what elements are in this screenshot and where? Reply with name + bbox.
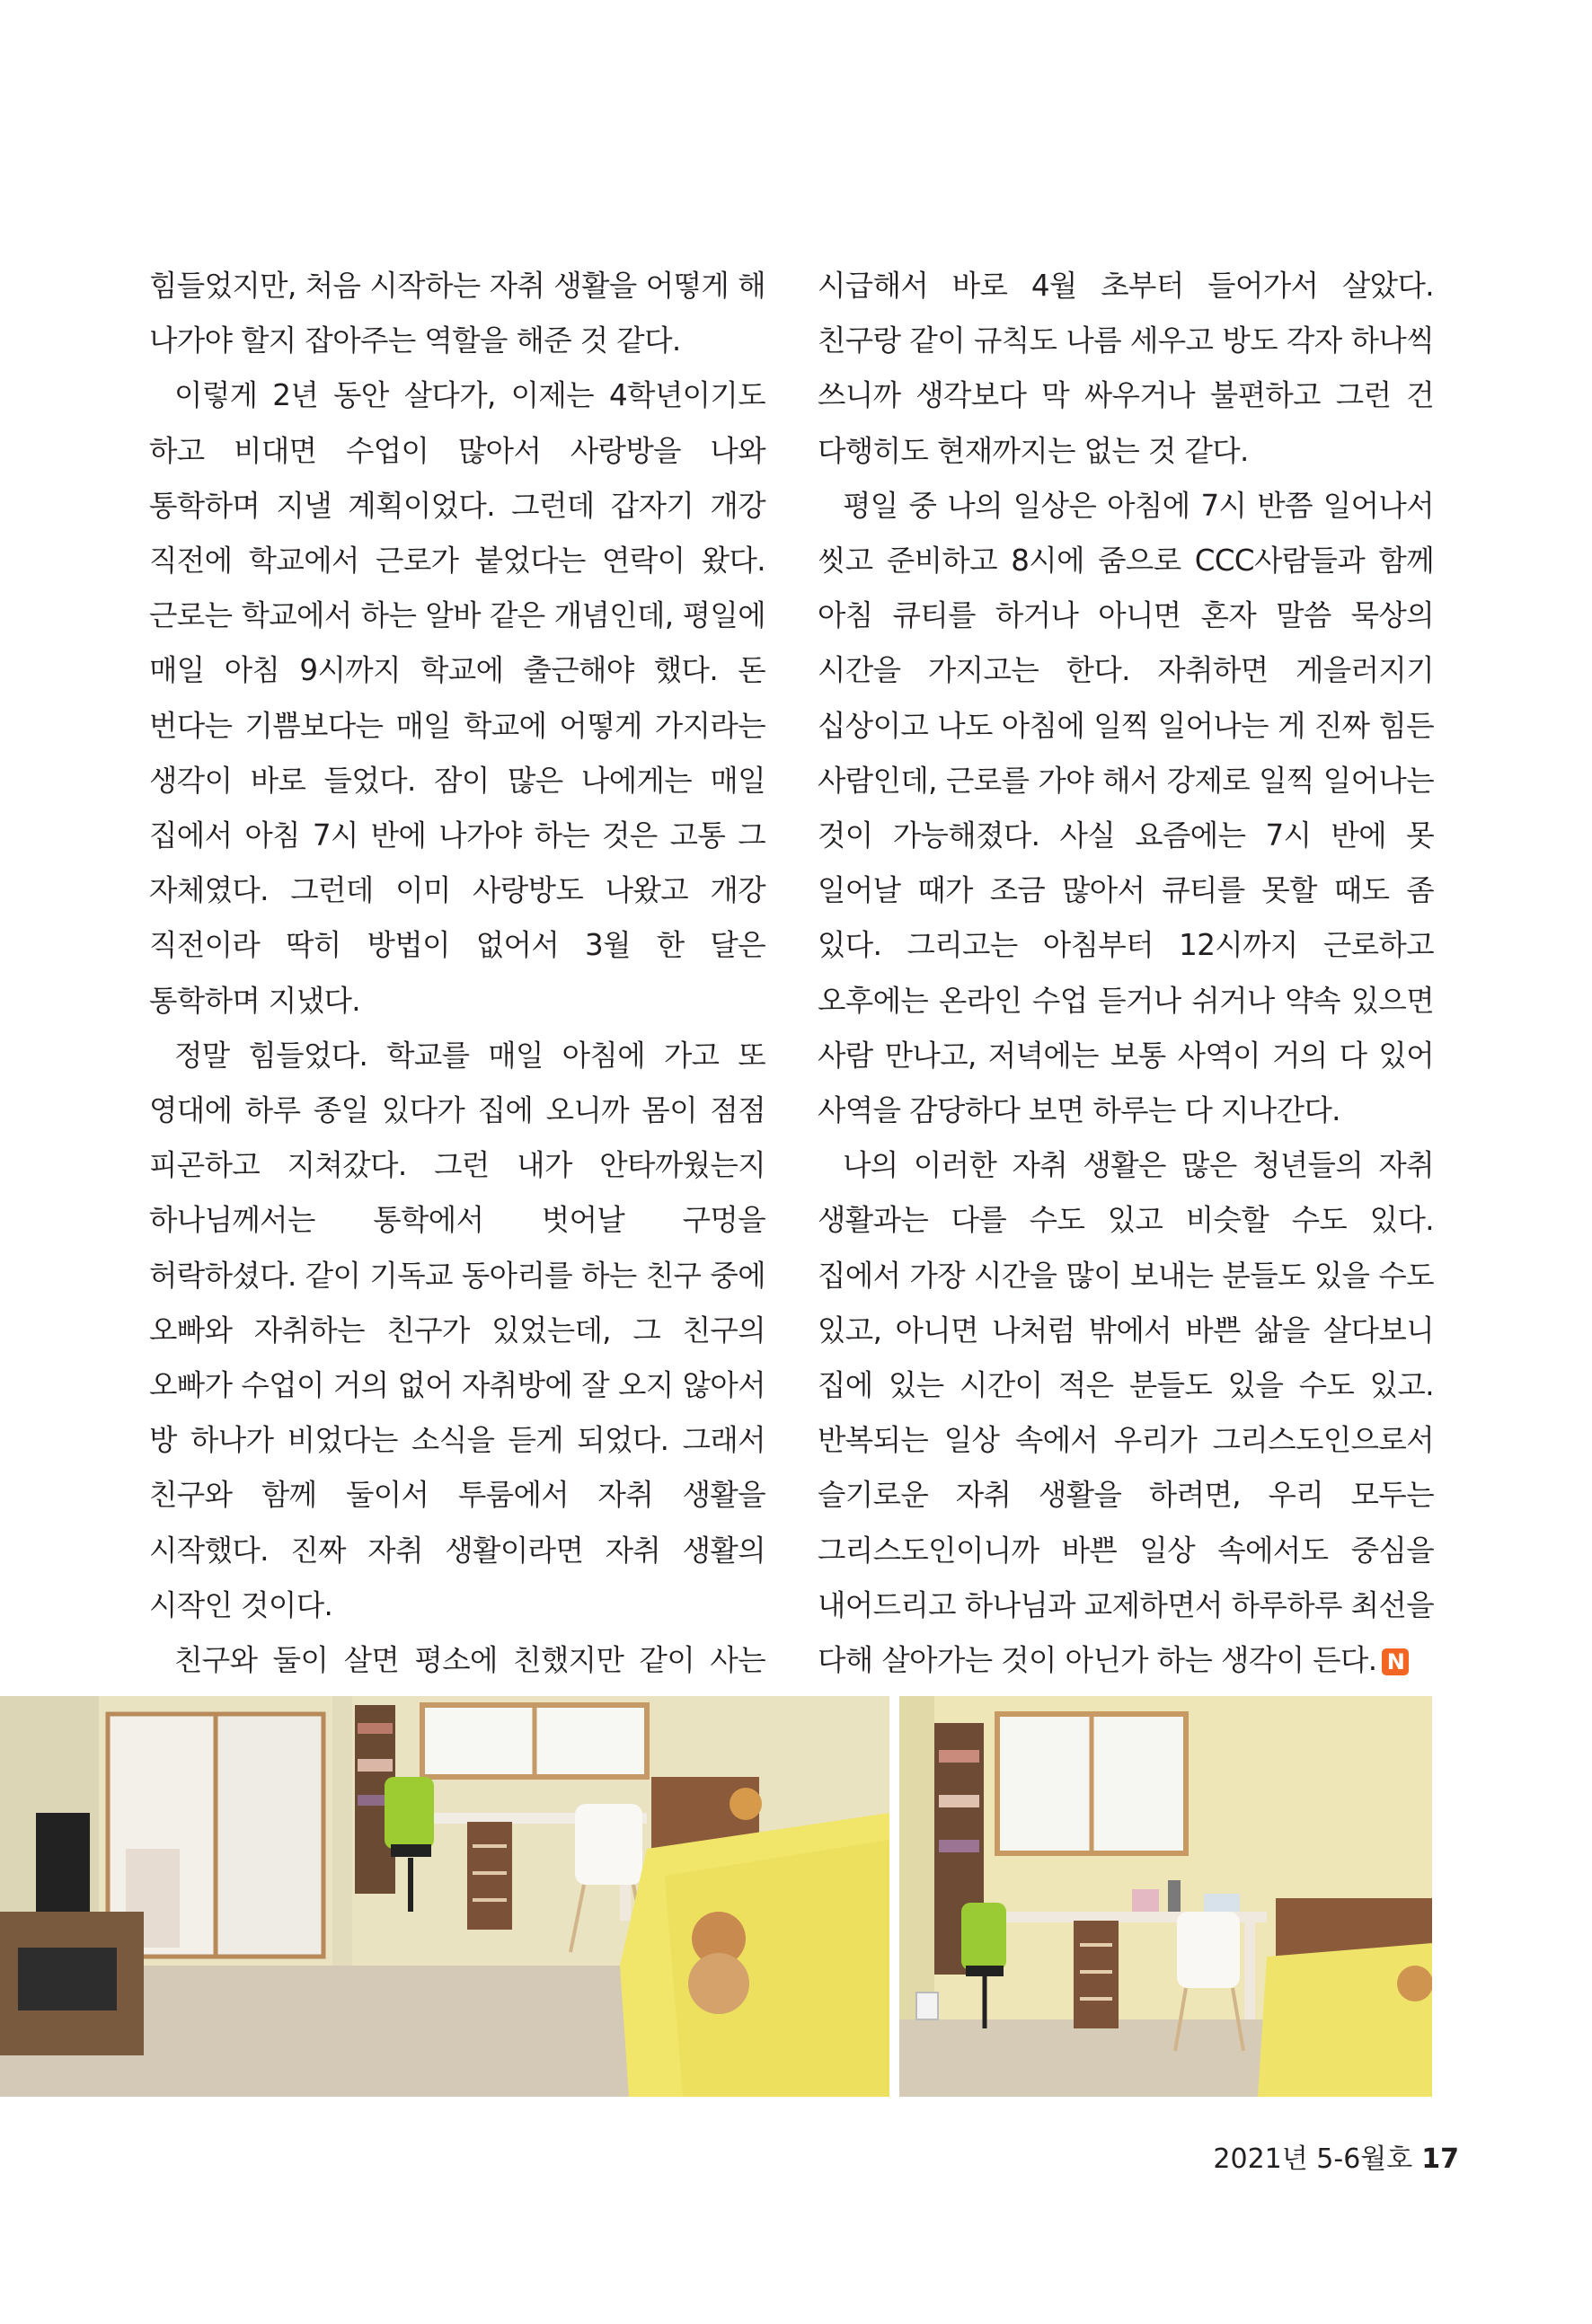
paragraph-text: 나의 이러한 자취 생활은 많은 청년들의 자취 생활과는 다를 수도 있고 비슷할 수도 있다. 집에서 가장 시간을 많이 보내는 분들도 있을 수도 있고, 아니면 나처럼 밖에서 바쁜 삶을 살다보니 집에 있는 시간이 적은 분들도 있을 수도 있고. 반복되는 일상 속에서 우리가 그리스도인으로서 슬기로운 자취 생활을 하려면, 우리 모두는 그리스도인이니까 바쁜 일상 속에서도 중심을 내어드리고 하나님과 교제하면서 하루하루 최선을 다해 살아가는 것이 아닌가 하는 생각이 든다.	[818, 1148, 1434, 1678]
room-photo-strip	[0, 1696, 1432, 2097]
room-photo-panorama	[0, 1696, 889, 2097]
room-photo-right	[899, 1696, 1432, 2097]
page-footer	[1213, 2136, 1459, 2176]
paragraph: 평일 중 나의 일상은 아침에 7시 반쯤 일어나서 씻고 준비하고 8시에 줌으로 CCC사람들과 함께 아침 큐티를 하거나 아니면 혼자 말씀 묵상의 시간을 가지고는 한다. 자취하면 게을러지기 십상이고 나도 아침에 일찍 일어나는 게 진짜 힘든 사람인데, 근로를 가야 해서 강제로 일찍 일어나는 것이 가능해졌다. 사실 요즘에는 7시 반에 못 일어날 때가 조금 많아서 큐티를 못할 때도 좀 있다. 그리고는 아침부터 12시까지 근로하고 오후에는 온라인 수업 듣거나 쉬거나 약속 있으면 사람 만나고, 저녁에는 보통 사역이 거의 다 있어 사역을 감당하다 보면 하루는 다 지나간다.	[818, 488, 1434, 1128]
left-column	[149, 259, 765, 1853]
paragraph: 친구와 둘이 살면 평소에 친했지만 같이 사는	[174, 1643, 765, 1678]
paragraph: 이렇게 2년 동안 살다가, 이제는 4학년이기도 하고 비대면 수업이 많아서 사랑방을 나와 통학하며 지낼 계획이었다. 그런데 갑자기 개강 직전에 학교에서 근로가 붙었다는 연락이 왔다. 근로는 학교에서 하는 알바 같은 개념인데, 평일에 매일 아침 9시까지 학교에 출근해야 했다. 돈 번다는 기쁨보다는 매일 학교에 어떻게 가지라는 생각이 바로 들었다. 잠이 많은 나에게는 매일 집에서 아침 7시 반에 나가야 하는 것은 고통 그 자체였다. 그런데 이미 사랑방도 나왔고 개강 직전이라 딱히 방법이 없어서 3월 한 달은 통학하며 지냈다.	[149, 378, 765, 1018]
paragraph: 힘들었지만, 처음 시작하는 자취 생활을 어떻게 해 나가야 할지 잡아주는 역할을 해준 것 같다.	[149, 269, 765, 358]
right-column	[818, 259, 1434, 1688]
page-number: 17	[1421, 2143, 1459, 2175]
article-end-mark-icon: N	[1382, 1648, 1409, 1675]
paragraph	[818, 1138, 1434, 1688]
issue-label: 2021년 5-6월호	[1213, 2143, 1413, 2175]
paragraph: 시급해서 바로 4월 초부터 들어가서 살았다. 친구랑 같이 규칙도 나름 세우고 방도 각자 하나씩 쓰니까 생각보다 막 싸우거나 불편하고 그런 건 다행히도 현재까지는 없는 것 같다.	[818, 269, 1434, 468]
paragraph: 정말 힘들었다. 학교를 매일 아침에 가고 또 영대에 하루 종일 있다가 집에 오니까 몸이 점점 피곤하고 지쳐갔다. 그런 내가 안타까웠는지 하나님께서는 통학에서 벗어날 구멍을 허락하셨다. 같이 기독교 동아리를 하는 친구 중에 오빠와 자취하는 친구가 있었는데, 그 친구의 오빠가 수업이 거의 없어 자취방에 잘 오지 않아서 방 하나가 비었다는 소식을 듣게 되었다. 그래서 친구와 함께 둘이서 투룸에서 자취 생활을 시작했다. 진짜 자취 생활이라면 자취 생활의 시작인 것이다.	[149, 1038, 765, 1622]
